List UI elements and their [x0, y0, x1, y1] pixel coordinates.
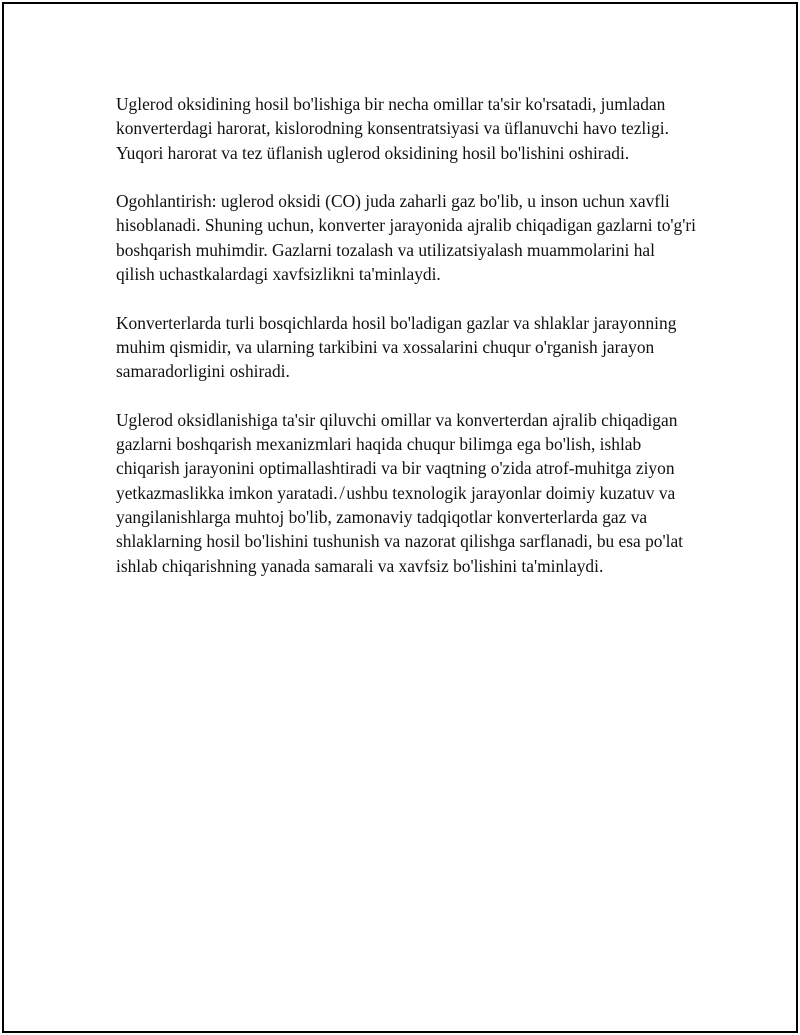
paragraph-co-formation-factors: Uglerod oksidining hosil bo'lishiga bir necha omillar ta'sir ko'rsatadi, jumladan konverterdagi harorat, kislorodning konsentratsiyasi va üflanuvchi havo tezligi. Yuqori harorat va tez üflanish uglerod oksidining hosil bo'lishini oshiradi. [116, 94, 669, 163]
paragraph-gases-and-slags: Konverterlarda turli bosqichlarda hosil bo'ladigan gazlar va shlaklar jarayonning muhim qismidir, va ularning tarkibini va xossalarini chuqur o'rganish jarayon samaradorligini oshiradi. [116, 312, 677, 382]
paragraph-warning: Ogohlantirish: uglerod oksidi (CO) juda zaharli gaz bo'lib, u inson uchun xavfli hisoblanadi. Shuning uchun, konverter jarayonida ajralib chiqadigan gazlarni to'g'ri boshqarish muhimdir. Gazlarni tozalash va utilizatsiyalash muammolarini hal qilish uchastkalardagi xavfsizlikni ta'minlaydi. [116, 191, 696, 285]
paragraph-conclusion: Uglerod oksidlanishiga ta'sir qiluvchi omillar va konverterdan ajralib chiqadigan gazlarni boshqarish mexanizmlari haqida chuqur bilimga ega bo'lish, ishlab chiqarish jarayonini optimallashtiradi va bir vaqtning o'zida atrof-muhitga ziyon yetkazmaslikka imkon yaratadi. ̸ ushbu texnologik jarayonlar doimiy kuzatuv va yangilanishlarga muhtoj bo'lib, zamonaviy tadqiqotlar konverterlarda gaz va shlaklarning hosil bo'lishini tushunish va nazorat qilishga sarflanadi, bu esa po'lat ishlab chiqarishning yanada samarali va xavfsiz bo'lishini ta'minlaydi. [116, 409, 684, 576]
document-body [116, 92, 696, 602]
